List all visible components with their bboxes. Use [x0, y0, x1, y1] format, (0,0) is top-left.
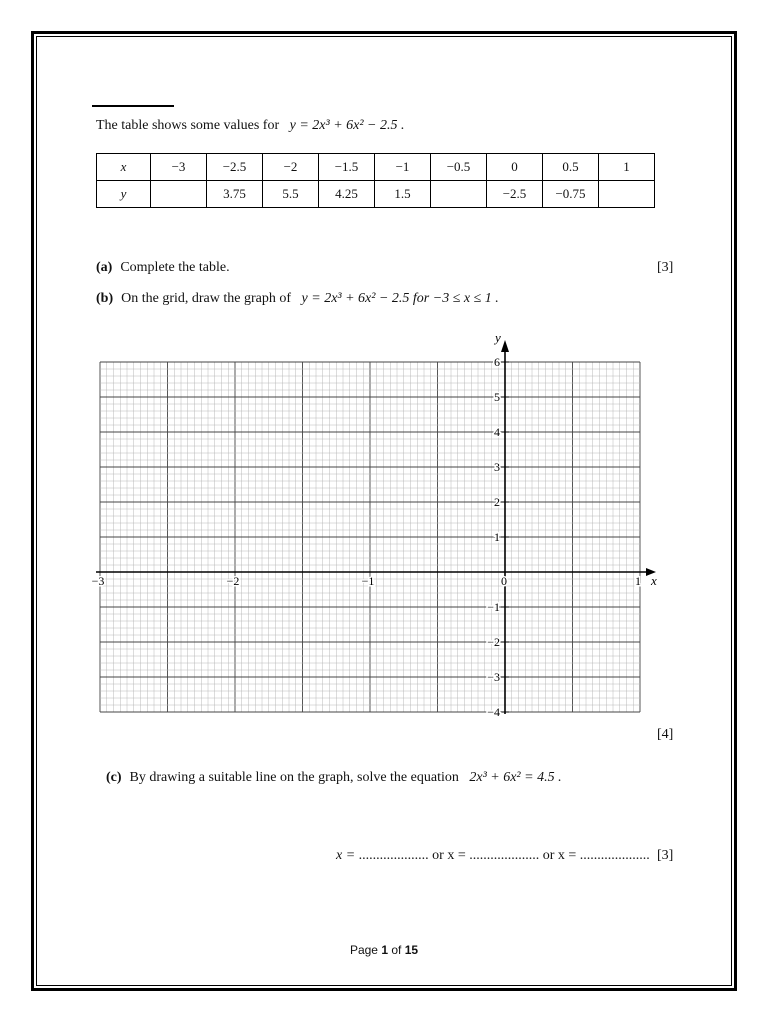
- y-tick-label: 2: [494, 495, 500, 509]
- y-tick-label: −1: [487, 600, 500, 614]
- intro-label: The table shows some values for: [96, 118, 280, 133]
- answer-blank-2[interactable]: ....................: [469, 848, 540, 863]
- y-tick-label: 1: [494, 530, 500, 544]
- x-tick-label: −1: [361, 574, 375, 588]
- answer-blank-1[interactable]: ....................: [358, 848, 429, 863]
- part-a-text: Complete the table.: [120, 260, 230, 275]
- table-cell: 4.25: [319, 181, 375, 208]
- table-cell: −3: [151, 154, 207, 181]
- footer-of-word: of: [391, 943, 402, 957]
- y-tick-label: 4: [494, 425, 500, 439]
- y-axis-label: y: [495, 330, 501, 345]
- table-cell: −0.5: [431, 154, 487, 181]
- page-footer: [0, 943, 768, 957]
- part-b-text: On the grid, draw the graph of: [121, 291, 292, 306]
- table-cell: −2.5: [207, 154, 263, 181]
- x-tick-label: −2: [226, 574, 240, 588]
- answer-blank-3[interactable]: ....................: [579, 848, 650, 863]
- x-tick-label: 1: [635, 574, 641, 588]
- footer-page-number: 1: [381, 943, 388, 957]
- intro-equation: y = 2x³ + 6x² − 2.5 .: [289, 118, 405, 133]
- answer-line: [336, 848, 650, 864]
- table-cell: 3.75: [207, 181, 263, 208]
- y-tick-label: 3: [494, 460, 500, 474]
- part-a-label: (a): [96, 260, 113, 275]
- part-c-text: By drawing a suitable line on the graph, solve the equation: [129, 770, 459, 785]
- part-c-label: (c): [106, 770, 122, 785]
- table-cell: 0: [487, 154, 543, 181]
- footer-total-pages: 15: [404, 943, 419, 957]
- y-tick-label: −3: [487, 670, 500, 684]
- table-cell: 5.5: [263, 181, 319, 208]
- y-axis-arrow: [501, 340, 509, 352]
- table-cell: 1.5: [375, 181, 431, 208]
- answer-prefix: x =: [336, 848, 356, 863]
- part-b-marks: [4]: [657, 727, 674, 742]
- x-axis-label: x: [651, 573, 657, 588]
- part-b-label: (b): [96, 291, 114, 306]
- part-c: [106, 770, 562, 786]
- part-a-marks: [3]: [657, 260, 674, 275]
- table-header-y: y: [97, 181, 151, 208]
- table-cell: −1.5: [319, 154, 375, 181]
- part-c-equation: 2x³ + 6x² = 4.5 .: [469, 770, 562, 785]
- table-cell: −2.5: [487, 181, 543, 208]
- y-tick-label: 6: [494, 355, 500, 369]
- x-tick-label: −3: [91, 574, 105, 588]
- part-b-equation: y = 2x³ + 6x² − 2.5 for −3 ≤ x ≤ 1 .: [301, 291, 499, 306]
- table-header-x: x: [97, 154, 151, 181]
- table-cell: 0.5: [543, 154, 599, 181]
- answer-sep-1: or x =: [432, 848, 466, 863]
- table-cell: 1: [599, 154, 655, 181]
- part-c-marks: [3]: [657, 848, 674, 863]
- table-cell: −1: [375, 154, 431, 181]
- y-tick-label: −4: [487, 705, 500, 719]
- table-cell: −0.75: [543, 181, 599, 208]
- x-tick-label: 0: [501, 574, 507, 588]
- y-tick-label: −2: [487, 635, 500, 649]
- table-cell: −2: [263, 154, 319, 181]
- answer-sep-2: or x =: [542, 848, 577, 863]
- footer-page-word: Page: [349, 943, 378, 957]
- y-tick-label: 5: [494, 390, 500, 404]
